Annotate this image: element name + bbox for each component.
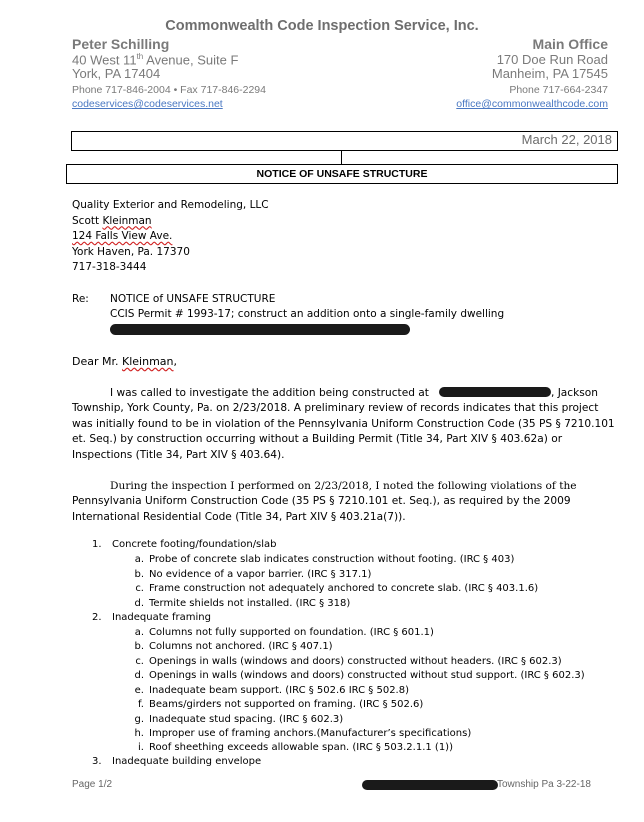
item-letter: h. (134, 728, 144, 739)
item-text: Improper use of framing anchors.(Manufacturer’s specifications) (149, 728, 472, 739)
item-letter: a. (134, 627, 144, 638)
recipient-company: Quality Exterior and Remodeling, LLC (72, 199, 269, 211)
item-letter: i. (138, 742, 144, 753)
right-address-line2: Manheim, PA 17545 (491, 66, 608, 81)
item-text: Columns not fully supported on foundation. (IRC § 601.1) (149, 627, 434, 638)
violation-title: Concrete footing/foundation/slab (112, 539, 277, 550)
redacted-location (439, 387, 551, 397)
item-letter: f. (138, 699, 144, 710)
left-contact-name: Peter Schilling (72, 36, 170, 52)
item-text: Inadequate stud spacing. (IRC § 602.3) (149, 714, 344, 725)
re-line2: CCIS Permit # 1993-17; construct an addition onto a single-family dwelling (110, 308, 505, 320)
right-phone: Phone 717-664-2347 (509, 84, 608, 96)
item-letter: c. (135, 656, 144, 667)
left-address-line2: York, PA 17404 (72, 66, 161, 81)
redacted-address (110, 324, 410, 335)
violation-title: Inadequate framing (112, 612, 211, 623)
item-text: Openings in walls (windows and doors) constructed without headers. (IRC § 602.3) (149, 656, 562, 667)
item-text: Beams/girders not supported on framing. (IRC § 502.6) (149, 699, 424, 710)
divider-tick (341, 150, 342, 164)
item-letter: b. (134, 641, 144, 652)
item-text: No evidence of a vapor barrier. (IRC § 317.1) (149, 569, 372, 580)
recipient-street: 124 Falls View Ave. (72, 230, 173, 242)
violation-title: Inadequate building envelope (112, 756, 262, 767)
item-letter: a. (134, 554, 144, 565)
page-number: Page 1/2 (72, 779, 113, 790)
right-email-link[interactable]: office@commonwealthcode.com (456, 98, 608, 110)
item-text: Frame construction not adequately anchored to concrete slab. (IRC § 403.1.6) (149, 583, 539, 594)
letter-date: March 22, 2018 (521, 132, 612, 147)
redacted-footer (362, 780, 498, 790)
item-letter: d. (134, 598, 144, 609)
item-letter: b. (134, 569, 144, 580)
right-office-name: Main Office (532, 36, 608, 52)
paragraph-2-line2: Pennsylvania Uniform Construction Code (35 PS § 7210.101 et. Seq.), as required by the 2009 (72, 495, 571, 508)
violation-number: 2. (92, 612, 102, 623)
paragraph-1-line1: I was called to investigate the addition being constructed at , Jackson (110, 387, 598, 399)
paragraph-1-line5: Inspections (Title 34, Part XIV § 403.64). (72, 448, 285, 461)
left-phone: Phone 717-846-2004 • Fax 717-846-2294 (72, 84, 266, 96)
notice-title-box: NOTICE OF UNSAFE STRUCTURE (66, 164, 618, 184)
item-text: Probe of concrete slab indicates construction without footing. (IRC § 403) (149, 554, 515, 565)
violation-number: 3. (92, 756, 102, 767)
recipient-block (72, 198, 269, 276)
recipient-phone: 717-318-3444 (72, 261, 147, 273)
re-line1: NOTICE of UNSAFE STRUCTURE (110, 293, 276, 305)
footer-reference: Township Pa 3-22-18 (497, 779, 591, 790)
salutation: Dear Mr. Kleinman, (72, 355, 177, 368)
item-text: Roof sheething exceeds allowable span. (IRC § 503.2.1.1 (1)) (149, 742, 453, 753)
paragraph-1-line4: et. Seq.) by construction occurring without a Building Permit (Title 34, Part XIV § 403.62a) or (72, 433, 563, 446)
item-text: Openings in walls (windows and doors) constructed without stud support. (IRC § 602.3) (149, 670, 585, 681)
violation-number: 1. (92, 539, 102, 550)
item-text: Termite shields not installed. (IRC § 318) (149, 598, 351, 609)
paragraph-2 (72, 479, 617, 525)
item-letter: c. (135, 583, 144, 594)
paragraph-1-line2: Township, York County, Pa. on 2/23/2018. A preliminary review of records indicates that this project (72, 402, 599, 415)
paragraph-2-line1: During the inspection I performed on 2/23/2018, I noted the following violations of the (110, 480, 577, 492)
item-letter: d. (134, 670, 144, 681)
paragraph-2-line3: International Residential Code (Title 34, Part XIV § 403.21a(7)). (72, 510, 406, 523)
left-email-link[interactable]: codeservices@codeservices.net (72, 98, 223, 110)
right-address-line1: 170 Doe Run Road (496, 52, 608, 67)
item-letter: g. (134, 714, 144, 725)
item-text: Columns not anchored. (IRC § 407.1) (149, 641, 333, 652)
recipient-name: Scott Kleinman (72, 214, 152, 227)
re-label: Re: (72, 293, 89, 305)
recipient-city: York Haven, Pa. 17370 (72, 245, 190, 258)
item-text: Inadequate beam support. (IRC § 502.6 IRC § 502.8) (149, 685, 409, 696)
company-name: Commonwealth Code Inspection Service, Inc. (165, 18, 479, 34)
left-address-line1: 40 West 11th Avenue, Suite F (72, 52, 239, 68)
divider-line (71, 150, 617, 151)
item-letter: e. (134, 685, 144, 696)
paragraph-1-line3: was initially found to be in violation of the Pennsylvania Uniform Construction Code (35 PS § 7210.101 (72, 417, 615, 430)
paragraph-1 (72, 386, 617, 463)
